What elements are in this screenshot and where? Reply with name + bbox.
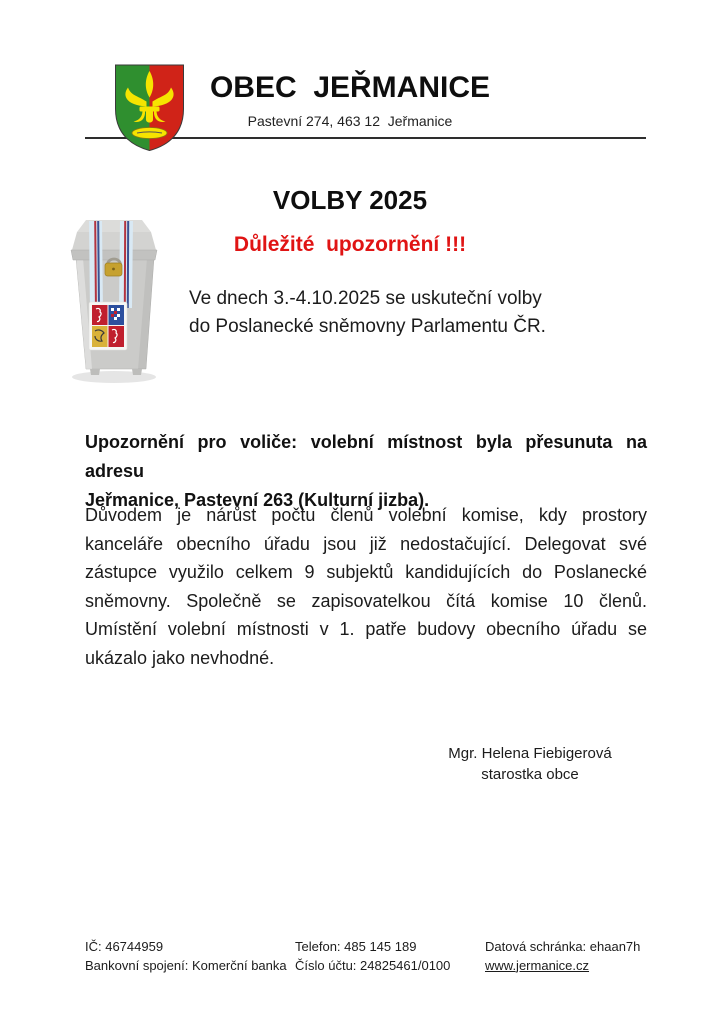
footer-databox: Datová schránka: ehaan7h [485,939,641,954]
footer-bank: Bankovní spojení: Komerční banka [85,957,287,973]
body-line: Umístění volební místnosti v 1. patře budovy obecního úřadu se [85,619,647,640]
intro-paragraph [189,285,546,341]
jermanice-coat-of-arms-icon [112,62,187,153]
body-line: kanceláře obecního úřadu jsou již nedostačující. Delegovat své [85,533,647,554]
body-line: Důvodem je nárůst počtu členů volební komise, kdy prostory [85,505,647,525]
document-title: VOLBY 2025 [272,185,428,215]
org-address: Pastevní 274, 463 12 Jeřmanice [247,113,453,129]
intro-line: Ve dnech 3.-4.10.2025 se uskuteční volby [189,288,542,309]
alert-heading: Důležité upozornění !!! [233,233,467,256]
footer-column-identification [85,938,287,975]
state-emblem-sticker [89,302,127,350]
footer-account: Číslo účtu: 24825461/0100 [295,957,451,973]
footer-ic: IČ: 46744959 [85,939,164,954]
website-link[interactable]: www.jermanice.cz [485,957,590,973]
signature-name: Mgr. Helena Fiebigerová [448,745,612,762]
body-line: ukázalo jako nevhodné. [85,647,275,668]
footer-column-contact [295,938,450,975]
signature-block [425,743,635,785]
footer-column-online [485,938,640,975]
notice-line: Jeřmanice, Pastevní 263 (Kulturní jizba). [85,490,430,510]
body-line: zástupce využilo celkem 9 subjektů kandidujících do Poslanecké [85,562,647,583]
letterhead [170,72,530,129]
body-paragraph [85,501,647,673]
notice-line: Upozornění pro voliče: volební místnost byla přesunuta na adresu [85,432,647,481]
ballot-box-photo [56,212,170,386]
org-name: OBEC JEŘMANICE [209,71,491,104]
footer-phone: Telefon: 485 145 189 [295,939,417,954]
body-line: sněmovny. Společně se zapisovatelkou čítá komise 10 členů. [85,590,647,611]
intro-line: do Poslanecké sněmovny Parlamentu ČR. [189,316,546,337]
signature-role: starostka obce [481,766,579,783]
